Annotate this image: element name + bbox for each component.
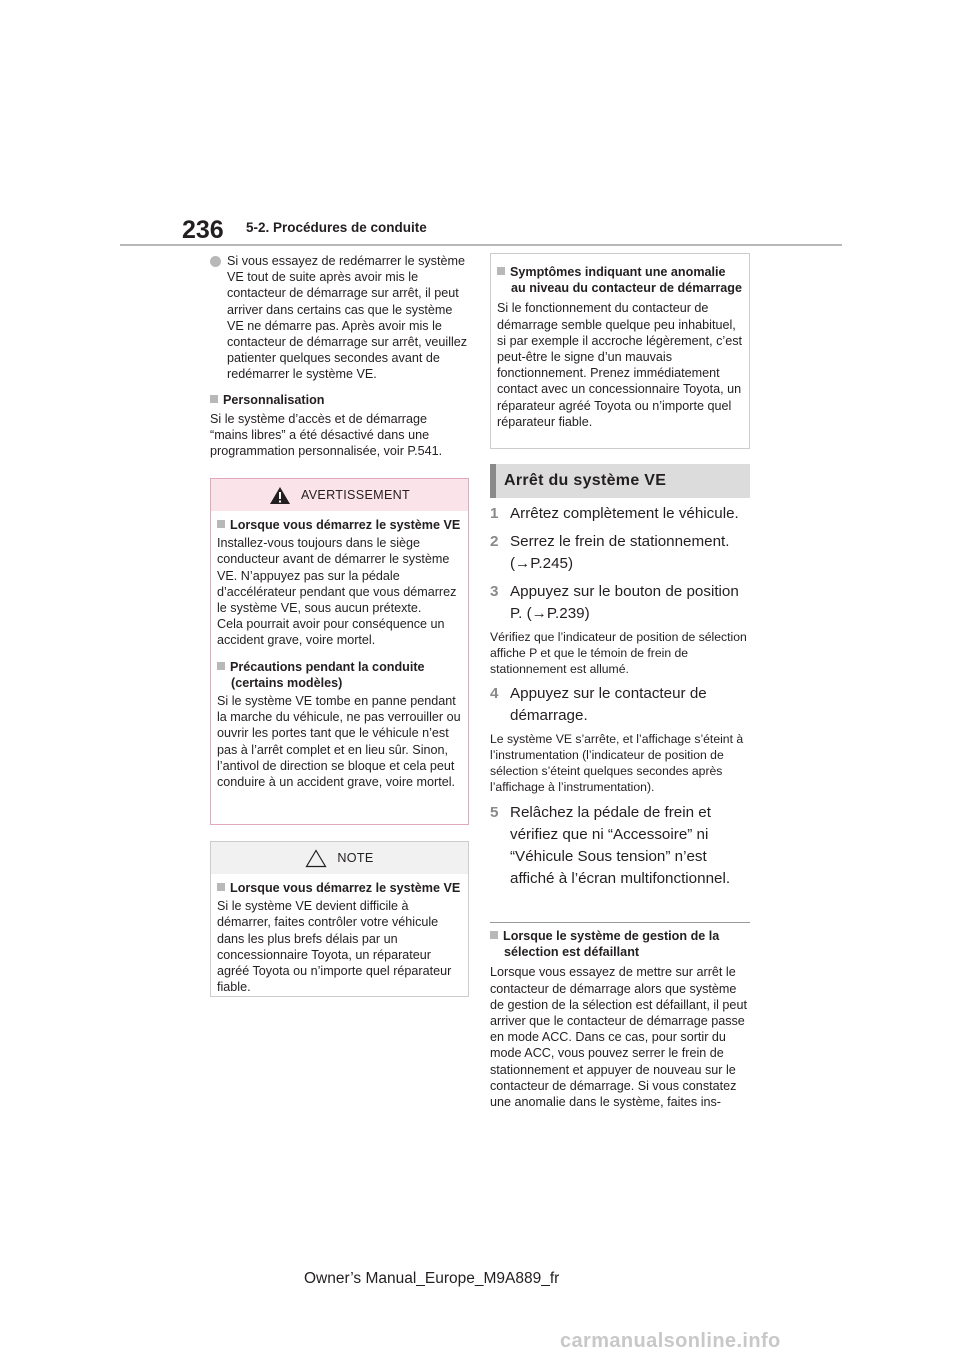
square-bullet-icon (490, 931, 498, 939)
warning-triangle-icon (269, 486, 291, 505)
symptoms-body (491, 254, 749, 438)
manual-footer: Owner’s Manual_Europe_M9A889_fr (304, 1270, 560, 1287)
warning-sub1: Lorsque vous démarrez le système VE (217, 517, 462, 533)
step-5: 5 Relâchez la pédale de frein et vérifiez que ni “Accessoire” ni “Véhicule Sous tension” n’est affiché à l’écran multifonctionnel. (490, 803, 731, 887)
warning-body2: Si le système VE tombe en panne pendant la marche du véhicule, ne pas verrouiller ou ouvrir les portes tant que le véhicule n’est pas à l’arrêt complet et en lieu sûr. Sinon, l’antivol de direction se bloque et cela peut conduire à un accident grave, voire mortel. (217, 694, 461, 790)
steps-list (490, 503, 752, 890)
note-title: NOTE (337, 851, 374, 865)
fault-heading: Lorsque le système de gestion de la sélection est défaillant (490, 928, 750, 960)
fault-text: Lorsque vous essayez de mettre sur arrêt le contacteur de démarrage alors que système de gestion de la sélection est défaillant, il peut arriver que le contacteur de démarrage passe en mode ACC. Dans ce cas, pour sortir du mode ACC, vous pouvez serrer le frein de stationnement et appuyer de nouveau sur le contacteur de démarrage. Si vous constatez une anomalie dans le système, faites ins- (490, 965, 747, 1110)
caution-triangle-icon (305, 849, 327, 868)
section-heading-arret: Arrêt du système VE (490, 464, 750, 498)
note-sub1: Lorsque vous démarrez le système VE (217, 880, 462, 896)
fault-section (490, 928, 750, 1110)
bullet-restart (210, 253, 468, 383)
symptoms-text: Si le fonctionnement du contacteur de démarrage semble quelque peu inhabituel, si par exemple il accroche légèrement, c’est peut-être le signe d’un mauvais fonctionnement. Prenez immédiatement contact avec un concessionnaire Toyota, un réparateur agréé Toyota ou n’importe quel réparateur fiable. (497, 301, 742, 429)
warning-body1: Installez-vous toujours dans le siège conducteur avant de démarrer le système VE. N’appuyez pas sur la pédale d’accélérateur pendant que vous démarrez le système VE, sous aucun prétexte. (217, 536, 457, 616)
step-3: 3 Appuyez sur le bouton de position P. (→P.239) (490, 583, 739, 622)
page-number: 236 (182, 216, 224, 244)
warning-box-body (211, 511, 468, 798)
step-2: 2 Serrez le frein de stationnement. (→P.245) (490, 533, 730, 572)
bullet-restart-text: Si vous essayez de redémarrer le système VE tout de suite après avoir mis le contacteur de démarrage sur arrêt, il peut arriver dans certains cas que le système VE ne démarre pas. Après avoir mis le contacteur de démarrage sur arrêt, veuillez patienter quelques secondes avant de redémarrer le système VE. (227, 254, 468, 382)
note-box-body (211, 874, 468, 1003)
warning-box (210, 478, 469, 825)
square-bullet-icon (217, 662, 225, 670)
left-column (210, 253, 468, 459)
bullet-dot-icon (210, 256, 221, 267)
note-box (210, 841, 469, 997)
square-bullet-icon (217, 520, 225, 528)
divider (490, 922, 750, 923)
step-1: 1 Arrêtez complètement le véhicule. (490, 505, 739, 522)
header-rule (120, 244, 842, 246)
section-title: 5-2. Procédures de conduite (246, 220, 427, 235)
warning-title: AVERTISSEMENT (300, 488, 411, 502)
warning-body1b: Cela pourrait avoir pour conséquence un accident grave, voire mortel. (217, 617, 445, 648)
note-body1: Si le système VE devient difficile à démarrer, faites contrôler votre véhicule dans les plus brefs délais par un concessionnaire Toyota, un réparateur agréé Toyota ou n’importe quel réparateur fiable. (217, 899, 452, 995)
square-bullet-icon (497, 267, 505, 275)
step-4: 4 Appuyez sur le contacteur de démarrage. (490, 685, 707, 725)
note-box-header (211, 842, 468, 874)
symptoms-box (490, 253, 750, 449)
watermark: carmanualsonline.info (560, 1330, 781, 1352)
symptoms-heading: Symptômes indiquant une anomalie au niveau du contacteur de démarrage (497, 264, 743, 296)
square-bullet-icon (217, 883, 225, 891)
step-3-note: Vérifiez que l’indicateur de position de sélection affiche P et que le témoin de frein de stationnement est allumé. (490, 630, 747, 676)
warning-sub2: Précautions pendant la conduite (certains modèles) (217, 659, 462, 691)
step-4-note: Le système VE s’arrête, et l’affichage s’éteint à l’instrumentation (l’indicateur de position de sélection s’éteint quelques secondes après l’affichage à l’instrumentation). (490, 732, 744, 794)
warning-box-header (211, 479, 468, 511)
personnalisation-text: Si le système d’accès et de démarrage “mains libres” a été désactivé dans une programmation personnalisée, voir P.541. (210, 411, 443, 459)
square-bullet-icon (210, 395, 218, 403)
personnalisation-heading: Personnalisation (210, 392, 468, 408)
